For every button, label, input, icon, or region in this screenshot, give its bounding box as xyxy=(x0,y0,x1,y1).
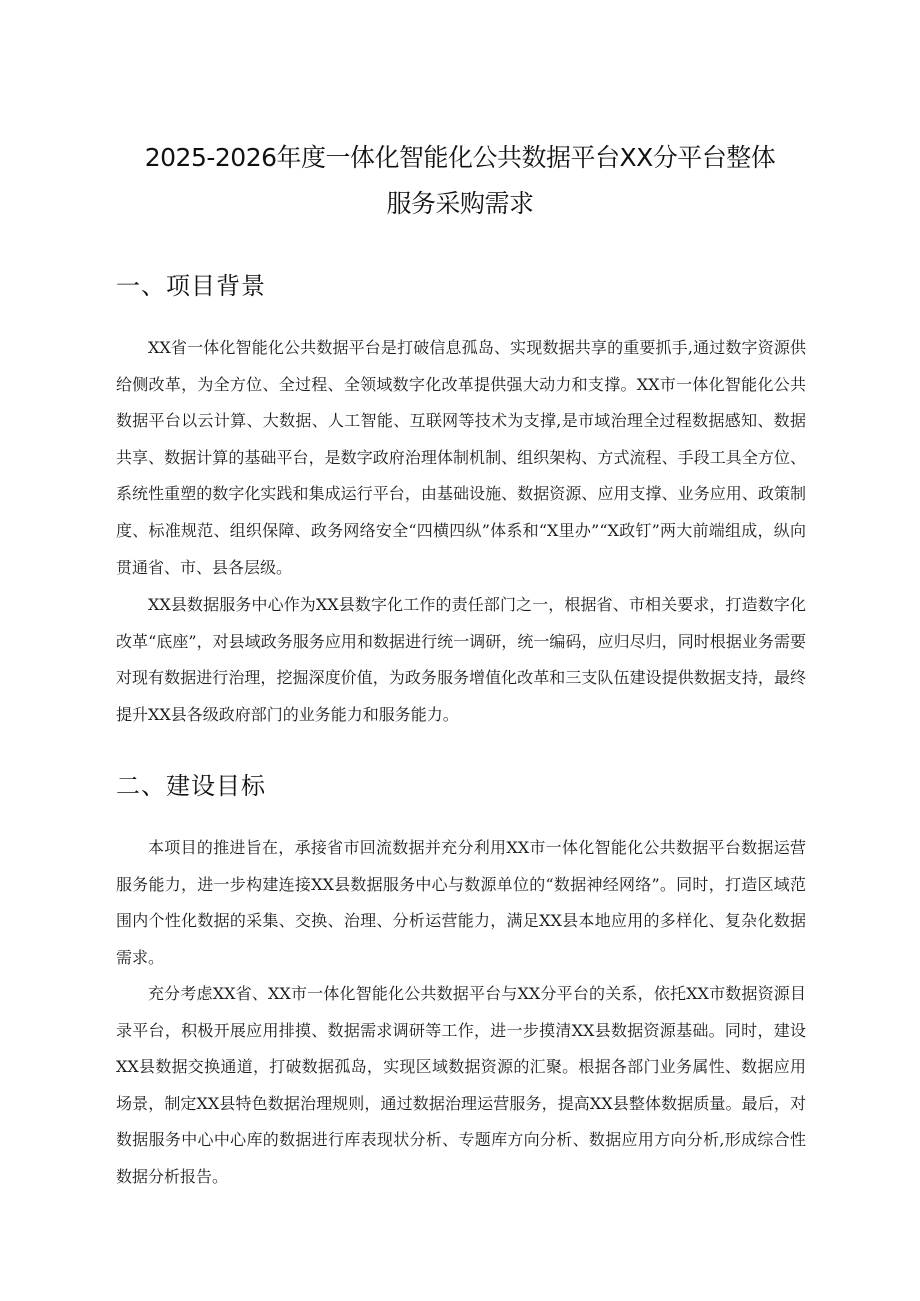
paragraph-objectives-overview: 本项目的推进旨在，承接省市回流数据并充分利用XX市一体化智能化公共数据平台数据运营服务能力，进一步构建连接XX县数据服务中心与数源单位的“数据神经网络”。同时，打造区域范围内个性化数据的采集、交换、治理、分析运营能力，满足XX县本地应用的多样化、复杂化数据需求。 xyxy=(116,838,806,967)
paragraph-objectives-details: 充分考虑XX省、XX市一体化智能化公共数据平台与XX分平台的关系，依托XX市数据资源目录平台，积极开展应用排摸、数据需求调研等工作，进一步摸清XX县数据资源基础。同时，建设XX县数据交换通道，打破数据孤岛，实现区域数据资源的汇聚。根据各部门业务属性、数据应用场景，制定XX县特色数据治理规则，通过数据治理运营服务，提高XX县整体数据质量。最后，对数据服务中心中心库的数据进行库表现状分析、专题库方向分析、数据应用方向分析,形成综合性数据分析报告。 xyxy=(116,984,806,1186)
section-heading-objectives: 二、建设目标 xyxy=(116,772,266,800)
document-title-line-1: 2025-2026年度一体化智能化公共数据平台XX分平台整体 xyxy=(144,143,776,172)
paragraph-background-county-center: XX县数据服务中心作为XX县数字化工作的责任部门之一，根据省、市相关要求，打造数字化改革“底座”，对县域政务服务应用和数据进行统一调研，统一编码，应归尽归，同时根据业务需要对现有数据进行治理，挖掘深度价值，为政务服务增值化改革和三支队伍建设提供数据支持，最终提升XX县各级政府部门的业务能力和服务能力。 xyxy=(116,595,806,724)
paragraph-background-platform: XX省一体化智能化公共数据平台是打破信息孤岛、实现数据共享的重要抓手,通过数字资源供给侧改革，为全方位、全过程、全领域数字化改革提供强大动力和支撑。XX市一体化智能化公共数据平台以云计算、大数据、人工智能、互联网等技术为支撑,是市域治理全过程数据感知、数据共享、数据计算的基础平台，是数字政府治理体制机制、组织架构、方式流程、手段工具全方位、系统性重塑的数字化实践和集成运行平台，由基础设施、数据资源、应用支撑、业务应用、政策制度、标准规范、组织保障、政务网络安全“四横四纵”体系和“X里办”“X政钉”两大前端组成，纵向贯通省、市、县各层级。 xyxy=(116,338,806,577)
section-heading-background: 一、项目背景 xyxy=(116,272,266,300)
document-title-line-2: 服务采购需求 xyxy=(386,189,534,218)
